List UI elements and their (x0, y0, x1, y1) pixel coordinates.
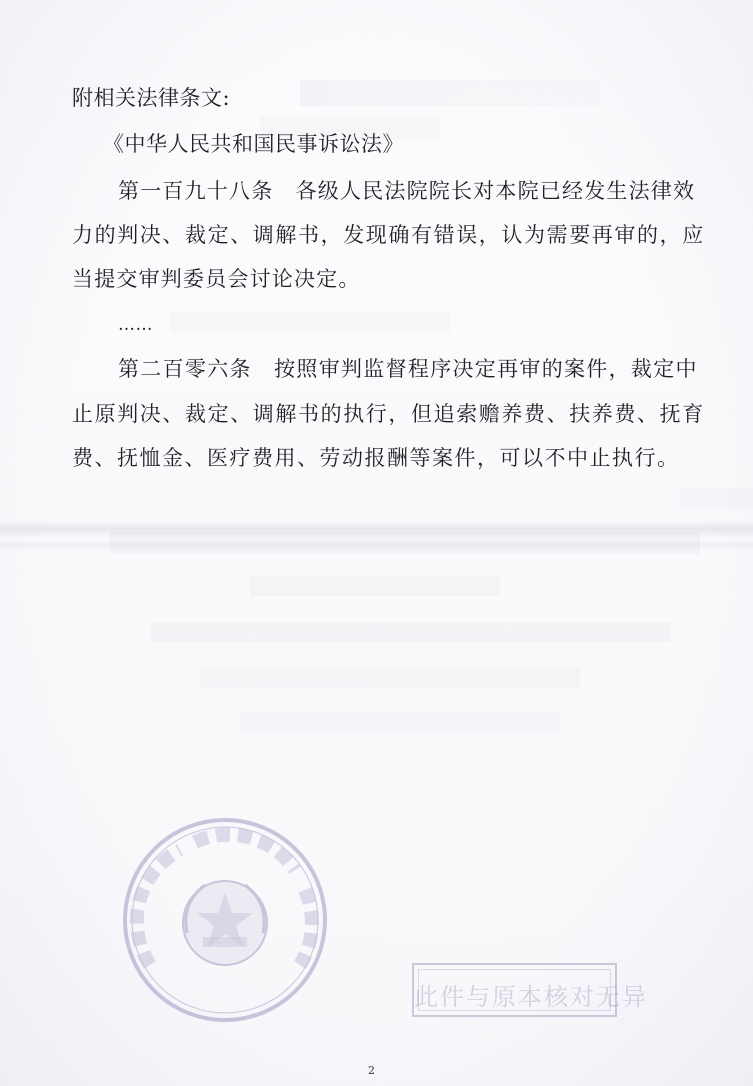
intro-text: 附相关法律条文: (72, 86, 231, 110)
article-198-line-3: 当提交审判委员会讨论决定。 (72, 267, 361, 291)
article-198-line-2: 力的判决、裁定、调解书，发现确有错误，认为需要再审的，应 (72, 223, 705, 247)
bleed-through-mark (170, 312, 450, 332)
bleed-through-mark (250, 576, 500, 596)
verification-stamp-text: 此件与原本核对无异 (414, 983, 648, 1011)
bleed-through-mark (680, 488, 753, 508)
verification-stamp (412, 963, 648, 1017)
article-206-line-3: 费、抚恤金、医疗费用、劳动报酬等案件，可以不中止执行。 (72, 446, 680, 470)
ellipsis: …… (118, 315, 153, 335)
bleed-through-mark (200, 668, 580, 688)
bleed-through-mark (300, 80, 600, 106)
article-206-line-1: 第二百零六条 按照审判监督程序决定再审的案件，裁定中 (118, 357, 698, 381)
bleed-through-mark (110, 532, 700, 554)
law-title: 《中华人民共和国民事诉讼法》 (103, 132, 404, 156)
article-198-line-1: 第一百九十八条 各级人民法院院长对本院已经发生法律效 (118, 179, 696, 203)
bleed-through-mark (240, 712, 560, 732)
page-number: 2 (368, 1064, 375, 1077)
bleed-through-mark (150, 622, 670, 642)
court-seal (120, 815, 330, 1025)
article-206-line-2: 止原判决、裁定、调解书的执行，但追索赡养费、扶养费、抚育 (72, 402, 705, 426)
